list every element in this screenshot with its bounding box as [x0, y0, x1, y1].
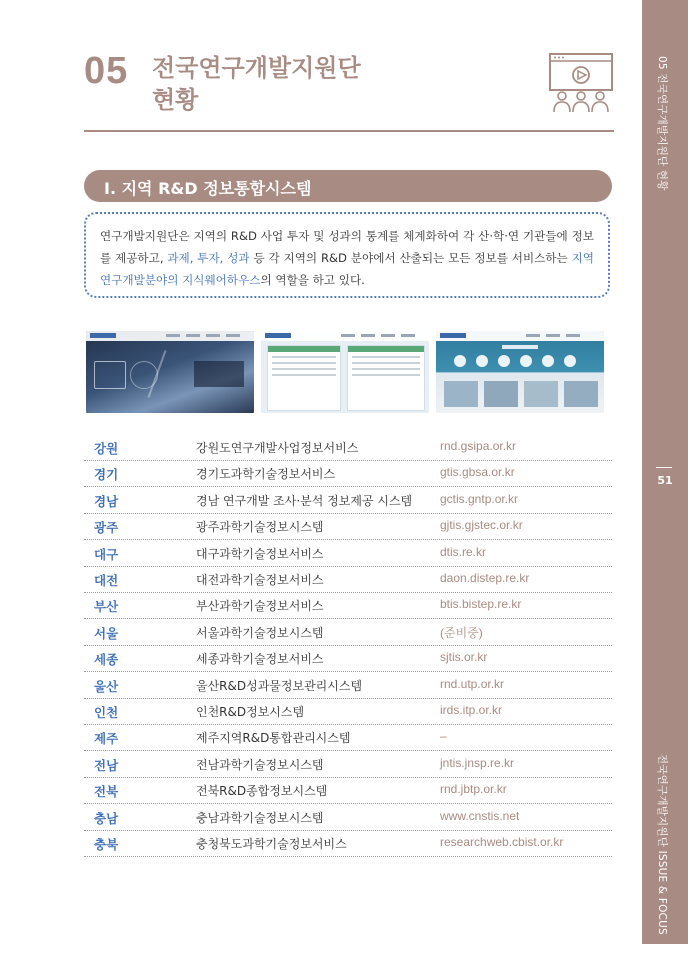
system-name: 전남과학기술정보시스템	[196, 757, 324, 772]
table-row	[84, 513, 612, 540]
region-name: 서울	[94, 625, 119, 641]
system-url[interactable]: gjtis.gjstec.or.kr	[440, 518, 523, 533]
region-name: 제주	[94, 731, 119, 747]
table-row	[84, 804, 612, 831]
region-name: 충북	[94, 837, 119, 852]
system-name: 인천R&D정보시스템	[196, 705, 305, 719]
header-rule	[84, 130, 614, 132]
system-url[interactable]: rnd.utp.or.kr	[440, 676, 505, 691]
sidebar-publication-label: 전국연구개발지원단 ISSUE & FOCUS	[656, 754, 668, 935]
region-name: 인천	[94, 705, 119, 720]
system-name: 전북R&D종합정보시스템	[196, 784, 328, 799]
table-row	[84, 487, 612, 514]
system-url[interactable]: dtis.re.kr	[440, 544, 487, 559]
table-row	[84, 592, 612, 619]
screenshot-btis-site	[436, 331, 604, 413]
region-name: 전남	[94, 757, 119, 773]
sidebar-section-label: 05 전국연구개발지원단 현황	[656, 56, 668, 191]
system-name: 충청북도과학기술정보서비스	[196, 837, 347, 851]
system-url[interactable]: sjtis.or.kr	[440, 650, 488, 665]
intro-highlight-2: 지역 연구개발분야의 지식웨어하우스	[100, 251, 594, 287]
system-url[interactable]: gtis.gbsa.or.kr	[440, 465, 515, 480]
system-url[interactable]: daon.distep.re.kr	[440, 571, 530, 585]
region-name: 부산	[94, 599, 119, 615]
system-name: 경남 연구개발 조사·분석 정보제공 시스템	[196, 493, 413, 508]
system-name: 제주지역R&D통합관리시스템	[196, 731, 351, 746]
system-url[interactable]: irds.itp.or.kr	[440, 703, 503, 717]
region-name: 강원	[94, 441, 119, 456]
region-name: 전북	[94, 784, 119, 800]
region-name: 대전	[94, 573, 119, 588]
table-row	[84, 645, 612, 672]
table-row	[84, 460, 612, 487]
system-url[interactable]: rnd.jbtp.or.kr	[440, 782, 507, 797]
region-name: 세종	[94, 652, 119, 668]
table-row	[84, 698, 612, 725]
system-url[interactable]: –	[440, 729, 447, 744]
system-name: 충남과학기술정보시스템	[196, 810, 324, 825]
video-presentation-icon	[548, 52, 614, 114]
chapter-number: 05	[84, 50, 129, 92]
table-row	[84, 566, 612, 593]
system-url[interactable]: btis.bistep.re.kr	[440, 597, 522, 612]
table-row	[84, 672, 612, 699]
system-name: 강원도연구개발사업정보서비스	[196, 441, 359, 455]
intro-text-2: 등 각 지역의 R&D 분야에서 산출되는 모든 정보를 서비스하는	[249, 251, 572, 265]
system-name: 대구과학기술정보서비스	[196, 546, 324, 561]
table-row	[84, 830, 612, 857]
region-name: 충남	[94, 810, 119, 826]
table-row	[84, 751, 612, 778]
system-name: 경기도과학기술정보서비스	[196, 467, 336, 482]
intro-text-3: 의 역할을 하고 있다.	[260, 273, 365, 287]
system-url[interactable]: (준비중)	[440, 625, 483, 640]
page-number-divider	[656, 467, 672, 468]
intro-text-1: 연구개발지원단은 지역의 R&D 사업 투자 및 성과의 통계를 체계화하여 각 산·학·연 기관들에 정보를 제공하고,	[100, 229, 594, 265]
system-name: 세종과학기술정보서비스	[196, 652, 324, 667]
system-url[interactable]: www.cnstis.net	[440, 808, 520, 823]
region-name: 경기	[94, 467, 119, 483]
table-row	[84, 777, 612, 804]
intro-highlight-1: 과제, 투자, 성과	[167, 251, 250, 265]
system-name: 서울과학기술정보시스템	[196, 625, 324, 640]
system-name: 부산과학기술정보서비스	[196, 599, 324, 614]
system-url[interactable]: researchweb.cbist.or.kr	[440, 835, 564, 849]
page-title-line1: 전국연구개발지원단	[152, 54, 361, 82]
screenshot-dashboard-site	[261, 331, 429, 413]
region-name: 대구	[94, 546, 119, 562]
region-name: 경남	[94, 493, 119, 509]
page-title	[152, 52, 361, 116]
system-url[interactable]: rnd.gsipa.or.kr	[440, 439, 517, 453]
table-row	[84, 434, 612, 461]
region-name: 광주	[94, 520, 119, 536]
system-name: 대전과학기술정보서비스	[196, 573, 324, 587]
system-name: 울산R&D성과물정보관리시스템	[196, 678, 363, 693]
system-name: 광주과학기술정보시스템	[196, 520, 324, 535]
table-row	[84, 540, 612, 567]
page-number: 51	[657, 474, 673, 487]
page-title-line2: 현황	[152, 86, 199, 114]
section-title: Ⅰ. 지역 R&D 정보통합시스템	[104, 179, 312, 198]
table-row	[84, 724, 612, 751]
system-url[interactable]: jntis.jnsp.re.kr	[440, 755, 515, 770]
system-url[interactable]: gctis.gntp.or.kr	[440, 491, 519, 506]
screenshot-city-night-site	[86, 331, 254, 413]
intro-box	[84, 212, 610, 298]
region-name: 울산	[94, 678, 119, 694]
table-row	[84, 619, 612, 646]
